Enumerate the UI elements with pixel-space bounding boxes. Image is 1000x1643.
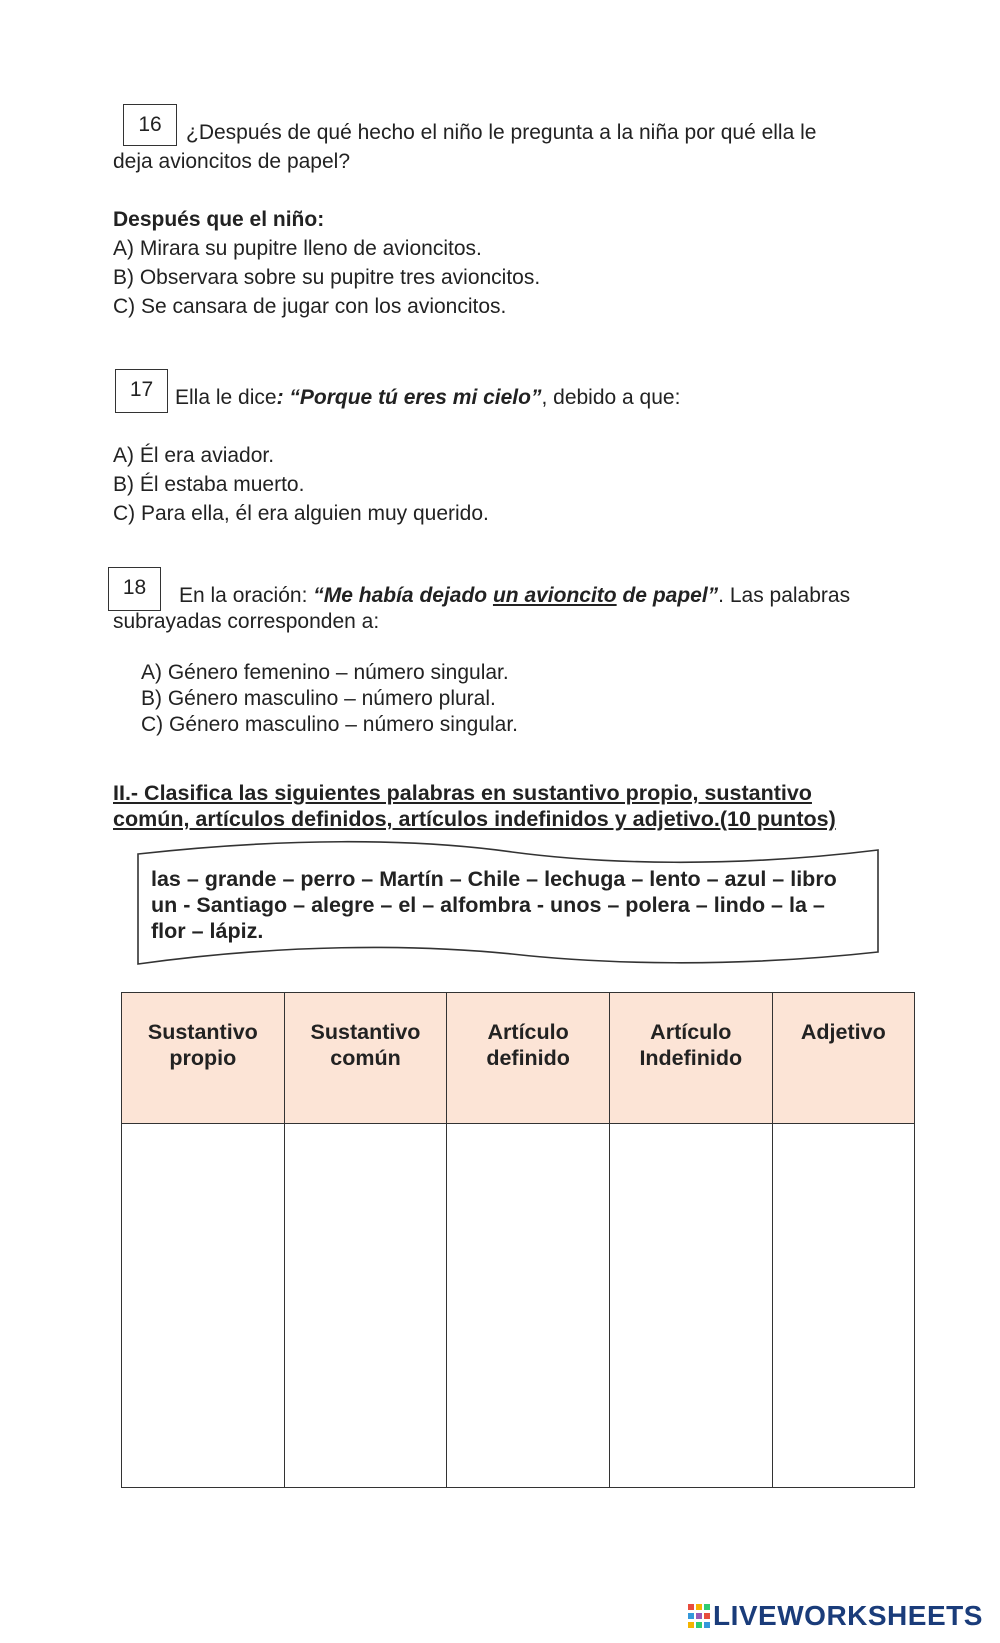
q16-option-c: C) Se cansara de jugar con los avioncitos. bbox=[113, 295, 507, 318]
q18-quote-b: de papel” bbox=[616, 584, 719, 607]
header-sustantivo-comun: Sustantivo común bbox=[284, 993, 447, 1124]
answer-cell-sustantivo-propio[interactable] bbox=[122, 1124, 285, 1488]
q18-quote-a: “Me había dejado bbox=[313, 584, 493, 607]
classification-table bbox=[121, 992, 915, 1488]
q17-option-a: A) Él era aviador. bbox=[113, 444, 275, 467]
header-articulo-definido: Artículo definido bbox=[447, 993, 610, 1124]
q17-option-c: C) Para ella, él era alguien muy querido. bbox=[113, 502, 489, 525]
liveworksheets-logo-text: LIVEWORKSHEETS bbox=[713, 1600, 983, 1631]
question-number-18: 18 bbox=[108, 567, 161, 611]
q17-text-post: , debido a que: bbox=[541, 386, 681, 409]
q16-option-a: A) Mirara su pupitre lleno de avioncitos. bbox=[113, 237, 482, 260]
q16-text-line2: deja avioncitos de papel? bbox=[113, 150, 351, 173]
q18-text-line2: subrayadas corresponden a: bbox=[113, 610, 380, 633]
liveworksheets-logo-icon bbox=[688, 1604, 710, 1628]
q16-lead: Después que el niño: bbox=[113, 208, 325, 231]
wordbox-line3: flor – lápiz. bbox=[151, 919, 264, 943]
answer-cell-sustantivo-comun[interactable] bbox=[284, 1124, 447, 1488]
wordbox-line1: las – grande – perro – Martín – Chile – lechuga – lento – azul – libro bbox=[151, 867, 837, 891]
question-number-16: 16 bbox=[123, 104, 177, 146]
q16-option-b: B) Observara sobre su pupitre tres avioncitos. bbox=[113, 266, 541, 289]
q18-text-line1 bbox=[179, 583, 850, 609]
q18-text-post: . Las palabras bbox=[718, 584, 851, 607]
q17-text bbox=[175, 385, 680, 411]
table-answer-row bbox=[122, 1124, 915, 1488]
q17-quote: : “Porque tú eres mi cielo” bbox=[276, 386, 542, 409]
answer-cell-articulo-definido[interactable] bbox=[447, 1124, 610, 1488]
question-number-17: 17 bbox=[115, 369, 168, 413]
wordbox-line2: un - Santiago – alegre – el – alfombra - unos – polera – lindo – la – bbox=[151, 893, 825, 917]
q18-text-pre: En la oración: bbox=[179, 584, 314, 607]
header-sustantivo-propio: Sustantivo propio bbox=[122, 993, 285, 1124]
liveworksheets-logo bbox=[688, 1600, 983, 1632]
table-header-row bbox=[122, 993, 915, 1124]
q18-option-a: A) Género femenino – número singular. bbox=[141, 661, 509, 684]
header-adjetivo: Adjetivo bbox=[772, 993, 914, 1124]
q18-option-c: C) Género masculino – número singular. bbox=[141, 713, 519, 736]
q18-quote-underlined: un avioncito bbox=[492, 584, 617, 607]
q17-text-pre: Ella le dice bbox=[175, 386, 277, 409]
q17-option-b: B) Él estaba muerto. bbox=[113, 473, 305, 496]
section2-title-line2: común, artículos definidos, artículos indefinidos y adjetivo.(10 puntos) bbox=[113, 807, 836, 831]
header-articulo-indefinido: Artículo Indefinido bbox=[609, 993, 772, 1124]
answer-cell-adjetivo[interactable] bbox=[772, 1124, 914, 1488]
q16-text-line1: ¿Después de qué hecho el niño le pregunta a la niña por qué ella le bbox=[186, 121, 817, 144]
section2-title-line1: II.- Clasifica las siguientes palabras en sustantivo propio, sustantivo bbox=[113, 781, 812, 805]
answer-cell-articulo-indefinido[interactable] bbox=[609, 1124, 772, 1488]
q18-option-b: B) Género masculino – número plural. bbox=[141, 687, 496, 710]
